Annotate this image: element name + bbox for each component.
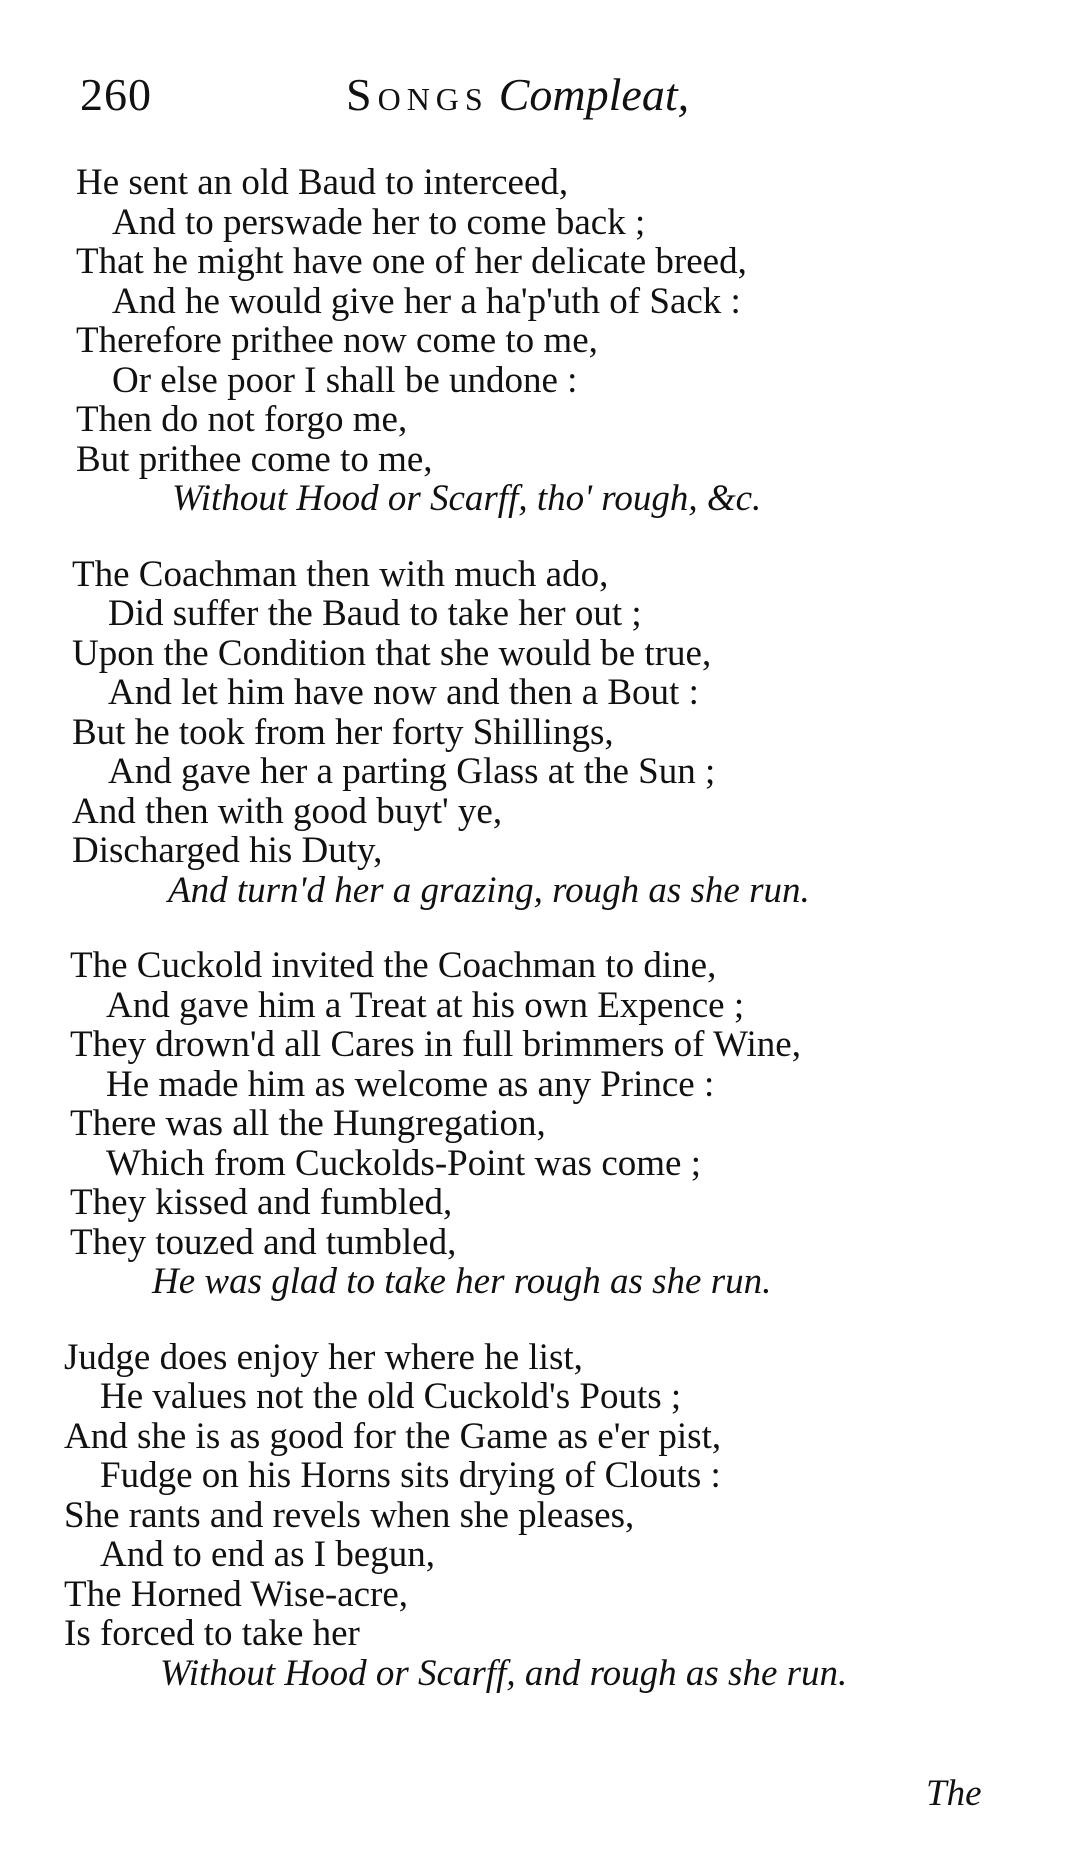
verse-line: He values not the old Cuckold's Pouts ; <box>100 1376 682 1417</box>
verse-line: And gave her a parting Glass at the Sun ; <box>108 751 716 792</box>
refrain-line: Without Hood or Scarff, and rough as she run. <box>160 1652 848 1694</box>
verse-line: The Cuckold invited the Coachman to dine, <box>70 945 717 986</box>
verse-line: Which from Cuckolds-Point was come ; <box>106 1142 701 1184</box>
verse-line: Therefore prithee now come to me, <box>76 320 598 361</box>
verse-line: Discharged his Duty, <box>72 830 383 871</box>
verse-line: She rants and revels when she pleases, <box>64 1494 635 1536</box>
catchword: The <box>926 1773 982 1814</box>
verse-line: And to perswade her to come back ; <box>112 201 646 243</box>
verse-line: But he took from her forty Shillings, <box>72 711 614 753</box>
verse-line: Upon the Condition that she would be true, <box>72 632 712 674</box>
verse-line: And she is as good for the Game as e'er pist, <box>64 1415 722 1457</box>
running-head-caps: Songs <box>346 69 489 120</box>
verse-line: Did suffer the Baud to take her out ; <box>108 593 642 634</box>
verse-line: Fudge on his Horns sits drying of Clouts : <box>100 1455 721 1496</box>
verse-line: Or else poor I shall be undone : <box>112 359 578 401</box>
verse-line: That he might have one of her delicate breed, <box>76 241 747 282</box>
poem-body <box>64 162 1036 1729</box>
verse-line: And then with good buyt' ye, <box>72 790 503 832</box>
running-head-italic: Compleat, <box>498 69 690 120</box>
refrain-line: Without Hood or Scarff, tho' rough, &c. <box>172 478 762 519</box>
page-header <box>80 68 980 138</box>
verse-line: Judge does enjoy her where he list, <box>64 1336 583 1378</box>
verse-line: He made him as welcome as any Prince : <box>106 1063 715 1105</box>
verse-line: Is forced to take her <box>64 1613 360 1654</box>
verse-line: And he would give her a ha'p'uth of Sack : <box>112 280 741 322</box>
verse-line: He sent an old Baud to interceed, <box>76 162 569 203</box>
verse-line: They kissed and fumbled, <box>70 1182 453 1223</box>
verse-line: They drown'd all Cares in full brimmers of Wine, <box>70 1024 801 1065</box>
verse-line: The Coachman then with much ado, <box>72 553 609 595</box>
verse-line: Then do not forgo me, <box>76 399 408 440</box>
refrain-line: He was glad to take her rough as she run. <box>152 1261 772 1302</box>
page-number: 260 <box>80 69 152 120</box>
verse-line: And to end as I begun, <box>100 1534 435 1575</box>
verse-line: There was all the Hungregation, <box>70 1103 546 1144</box>
stanza-4 <box>64 1338 1036 1694</box>
refrain-line: And turn'd her a grazing, rough as she run. <box>168 869 810 911</box>
verse-line: But prithee come to me, <box>76 438 433 480</box>
stanza-3 <box>70 946 1036 1302</box>
verse-line: They touzed and tumbled, <box>70 1221 457 1263</box>
stanza-2 <box>72 555 1036 911</box>
verse-line: And gave him a Treat at his own Expence ; <box>106 984 745 1026</box>
running-head <box>346 68 689 121</box>
verse-line: The Horned Wise-acre, <box>64 1573 409 1615</box>
stanza-1 <box>76 163 1036 519</box>
verse-line: And let him have now and then a Bout : <box>108 672 699 713</box>
